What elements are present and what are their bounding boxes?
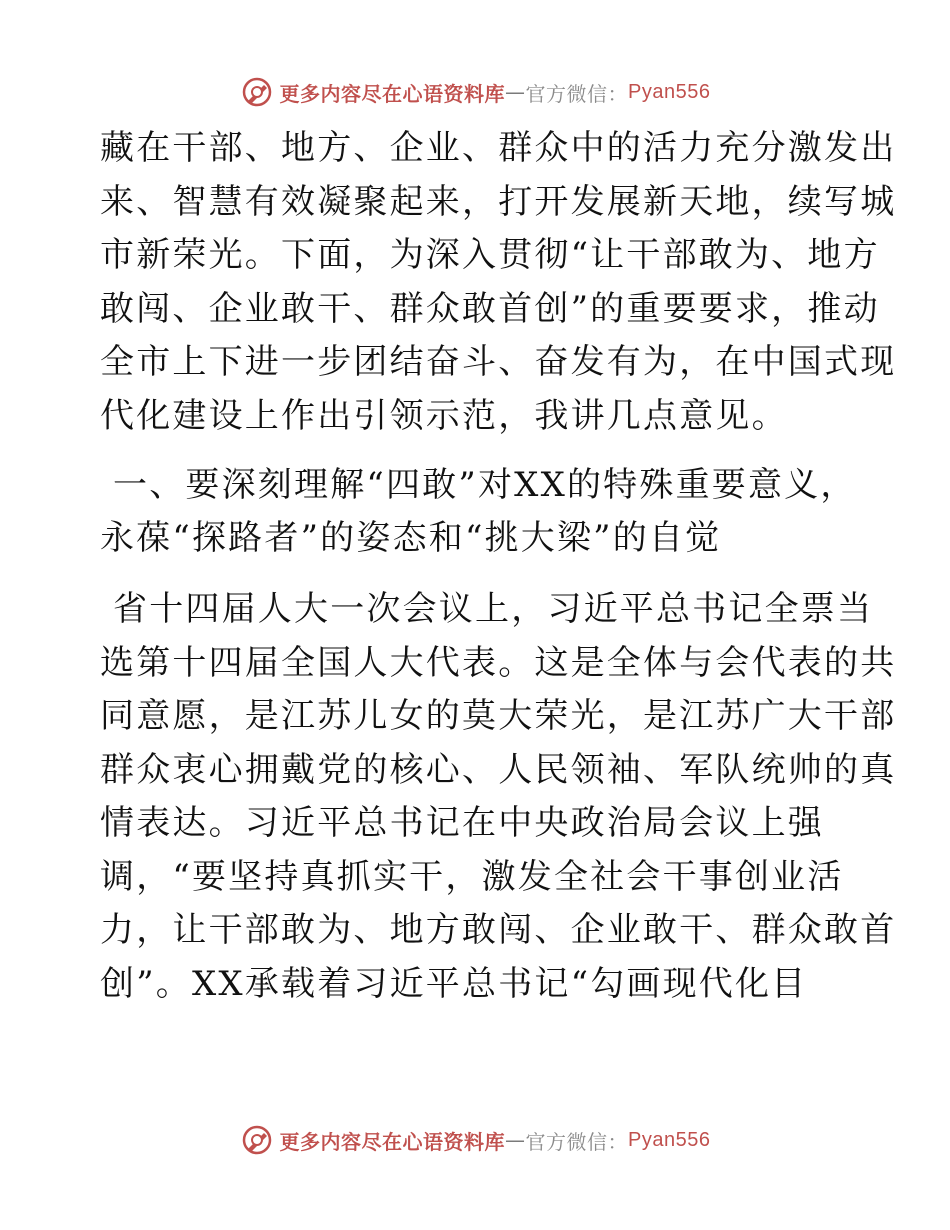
text-line: 力，让干部敢为、地方敢闯、企业敢干、群众敢首 bbox=[100, 910, 897, 950]
text-line: 全市上下进一步团结奋斗、奋发有为，在中国式现 bbox=[100, 342, 897, 382]
banner-official-label: 官方微信： bbox=[525, 1129, 629, 1154]
header-banner bbox=[0, 72, 950, 112]
banner-wechat-id: Pyan556 bbox=[628, 80, 711, 103]
text-line: 调，“要坚持真抓实干，激发全社会干事创业活 bbox=[100, 856, 844, 897]
paragraph-intro bbox=[100, 122, 897, 443]
pen-logo-icon bbox=[240, 1123, 274, 1157]
banner-separator: — bbox=[505, 80, 526, 104]
banner-separator: — bbox=[505, 1128, 526, 1152]
text-line: 创”。XX承载着习近平总书记“勾画现代化目 bbox=[100, 963, 808, 1004]
pen-logo-icon bbox=[240, 75, 274, 109]
heading-line: 一、要深刻理解“四敢”对XX的特殊重要意义， bbox=[100, 465, 857, 505]
text-line: 同意愿，是江苏儿女的莫大荣光，是江苏广大干部 bbox=[100, 696, 897, 736]
paragraph-body bbox=[100, 583, 897, 1011]
text-line: 代化建设上作出引领示范，我讲几点意见。 bbox=[100, 395, 788, 436]
text-line: 藏在干部、地方、企业、群众中的活力充分激发出 bbox=[100, 128, 897, 168]
heading-line: 永葆“探路者”的姿态和“挑大梁”的自觉 bbox=[100, 518, 722, 558]
footer-banner bbox=[0, 1120, 950, 1160]
text-line: 群众衷心拥戴党的核心、人民领袖、军队统帅的真 bbox=[100, 749, 897, 790]
document-body bbox=[100, 122, 897, 1011]
section-heading bbox=[100, 459, 860, 565]
banner-brand-text: 更多内容尽在心语资料库 bbox=[279, 81, 506, 106]
text-line: 选第十四届全国人大代表。这是全体与会代表的共 bbox=[100, 642, 897, 683]
text-line: 来、智慧有效凝聚起来，打开发展新天地，续写城 bbox=[100, 181, 897, 222]
text-line: 情表达。习近平总书记在中央政治局会议上强 bbox=[100, 803, 824, 843]
banner-wechat-id: Pyan556 bbox=[628, 1128, 711, 1151]
banner-brand-text: 更多内容尽在心语资料库 bbox=[279, 1129, 506, 1154]
banner-official-label: 官方微信： bbox=[525, 81, 629, 106]
text-line: 市新荣光。下面，为深入贯彻“让干部敢为、地方 bbox=[100, 235, 880, 275]
text-line: 敢闯、企业敢干、群众敢首创”的重要要求，推动 bbox=[100, 288, 880, 329]
text-line: 省十四届人大一次会议上，习近平总书记全票当 bbox=[100, 589, 874, 629]
